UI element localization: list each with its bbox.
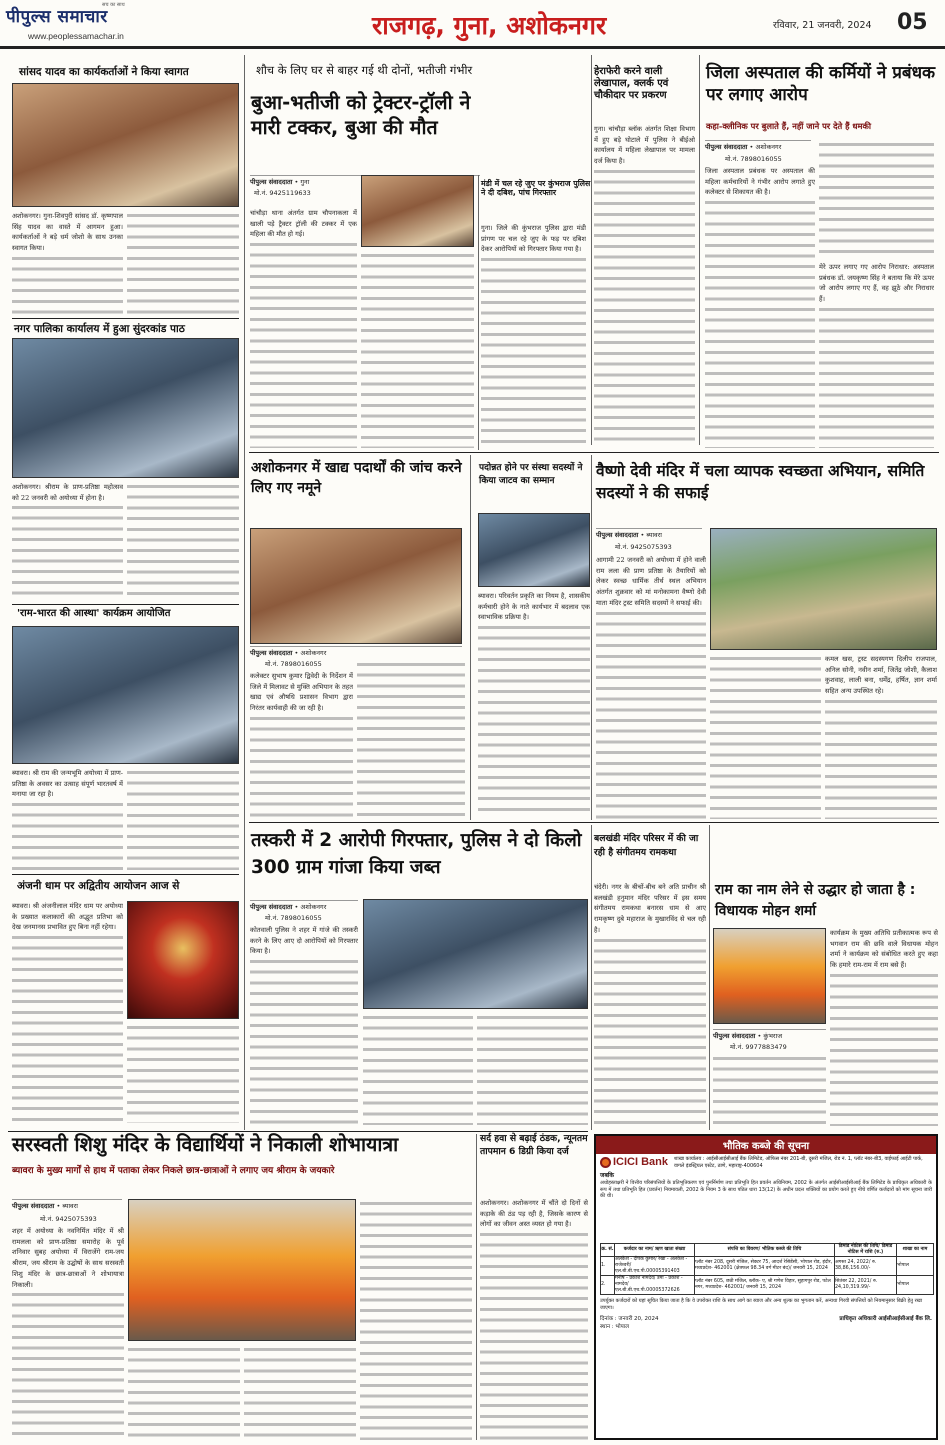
text-hospital-2 — [819, 140, 934, 260]
text-hospital-3: मेरे ऊपर लगाए गए आरोप निराधार: अस्पताल प्रबंधक डॉ. जयकृष्ण सिंह ने बताया कि मेरे ऊपर जो आरोप लगाए गए हैं, वह झूठे और निराधार हैं। — [819, 262, 934, 448]
headline-swagat: सांसद यादव का कार्यकर्ताओं ने किया स्वागत — [19, 66, 189, 78]
photo-taskari — [363, 899, 588, 1009]
notice-table — [600, 1243, 934, 1295]
text-padonnat-1: ब्यावरा। परिवर्तन प्रकृति का नियम है, शासकीय कर्मचारी होने के नाते कार्यभार में बदलाव एक स्वाभाविक प्रक्रिया है। — [478, 591, 590, 817]
text-saraswati-4 — [360, 1199, 472, 1440]
text-vaishno-3: कमल खस, ट्रस्ट सदस्यगण दिलीप राजपाल, अनिल सोनी, नवीन शर्मा, जितेंद्र जोशी, कैलाश कुशवाह, लाली बना, धर्मेंद्र, हर्षित, ज्ञान शर्मा सहित अन्य उपस्थित रहे। — [825, 654, 937, 819]
text-swagat-2 — [127, 211, 239, 317]
text-nagarpalika-2 — [127, 482, 239, 602]
notice-signatory: प्राधिकृत अधिकारी आईसीआईसीआई बैंक लि. — [839, 1316, 932, 1322]
byline-khadya: पीपुल्स संवाददाता • अशोकनगर — [250, 646, 462, 657]
headline-ram-naam: राम का नाम लेने से उद्धार हो जाता है : विधायक मोहन शर्मा — [715, 882, 916, 919]
mob-ram-naam: मो.नं. 9977883479 — [730, 1043, 787, 1051]
notice-place: स्थान : भोपाल — [600, 1324, 629, 1330]
mob-khadya: मो.नं. 7898016055 — [265, 660, 322, 668]
headline-baldkhandi: बलखंडी मंदिर परिसर में की जा रही है संगीतमय रामकथा — [594, 833, 699, 858]
text-nagarpalika-1: अशोकनगर। श्रीराम के प्राण-प्रतिष्ठा महोत्सव को 22 जनवरी को अयोध्या में होना है। — [12, 482, 123, 602]
headline-nagarpalika: नगर पालिका कार्यालय में हुआ सुंदरकांड पाठ — [14, 323, 185, 335]
byline-hospital: पीपुल्स संवाददाता • अशोकनगर — [705, 140, 811, 151]
text-kumbharaj: गुना। जिले की कुंभराज पुलिस द्वारा मंडी प्रांगण पर चल रहे जुए के फड़ पर दबिश देकर आरोपियों को गिरफ्तार किया गया है। — [481, 223, 586, 448]
text-bua-1: चांचौड़ा थाना अंतर्गत ग्राम चौपनाकला में खाली पड़े ट्रैक्टर ट्रॉली की टक्कर में एक महिला की मौत हो गई। — [250, 208, 357, 448]
text-saraswati-3 — [244, 1345, 356, 1440]
headline-saraswati: सरस्वती शिशु मंदिर के विद्यार्थियों ने निकाली शोभायात्रा — [12, 1133, 399, 1156]
text-ram-naam-2: कार्यक्रम के मुख्य अतिथि प्रतीकात्मक रूप से भगवान राम की छवि वाले विधायक मोहन शर्मा ने कार्यक्रम को संबोधित करते हुए कहा कि हमारे राम-राम में राम बसे हैं। — [830, 928, 938, 1126]
headline-hospital: जिला अस्पताल की कर्मियों ने प्रबंधक पर लगाए आरोप — [706, 63, 936, 106]
photo-vaishno — [710, 528, 937, 650]
headline-bua: बुआ-भतीजी को ट्रेक्टर-ट्रॉली ने मारी टक्कर, बुआ की मौत — [251, 91, 471, 140]
photo-swagat — [12, 83, 239, 207]
table-row — [601, 1257, 934, 1276]
mob-hospital: मो.नं. 7898016055 — [725, 155, 782, 163]
text-ramaastha-1: ब्यावरा। श्री राम की जन्मभूमि अयोध्या में प्राण-प्रतिष्ठा के अवसर का उत्साह संपूर्ण भारतवर्ष में मनाया जा रहा है। — [12, 768, 123, 870]
text-khadya-2 — [357, 660, 465, 817]
text-anjani-1: ब्यावरा। श्री अंजनीलाल मंदिर धाम पर अयोध्या के प्रख्यात कलाकारों की अद्भुत प्रतिभा को देख जनमानस प्रभावित हुए बिना नहीं रहेगा। — [12, 901, 123, 1123]
notice-col-sno: क्र. सं. — [601, 1244, 615, 1257]
text-baldkhandi: चंदेरी। नगर के बीचों-बीच बने अति प्राचीन श्री बलखंडी हनुमान मंदिर परिसर में इस समय संगीतमय रामकथा बनारस धाम से आए रामकृष्ण दुबे महाराज के मुखारविंद से चल रही है। — [594, 882, 706, 1128]
text-lekhapal: गुना। चांचौड़ा ब्लॉक अंतर्गत शिक्षा विभाग में हुए बड़े घोटाले में पुलिस ने बीईओ कार्यालय में महिला लेखापाल पर मामला दर्ज किया है। — [594, 124, 695, 448]
text-vaishno-1: आगामी 22 जनवरी को अयोध्या में होने वाली राम लला की प्राण प्रतिष्ठा के तैयारियों को लेकर स्वच्छ धार्मिक तीर्थ स्थल अभियान अंतर्गत शुक्रवार को मां मनोकामना वैष्णो देवी माता मंदिर ट्रस्ट समिति सदस्यों ने सफाई की। — [596, 555, 706, 819]
table-cell: अलकेश - दीपक कुमार/ रेखा - अलकेश - राजेश्वरी/ एल.बी.बी.एच.पी.00005391403 — [615, 1257, 695, 1276]
notice-col-property: संपत्ति का विवरण/ भौतिक कब्जे की तिथि — [695, 1244, 835, 1257]
table-cell: प्लॉट नंबर 605, छठी मंजिल, ब्लॉक- ए, श्री गणेश विहार, सुहागपुर रोड, पटेल नगर, मध्यप्रदेश- 462001/ जनवरी 15, 2024 — [695, 1276, 835, 1295]
mob-taskari: मो.नं. 7898016055 — [265, 914, 322, 922]
mob-saraswati: मो.नं. 9425075393 — [40, 1215, 97, 1223]
notice-branch: शाखा कार्यालय : आईसीआईसीआई बैंक लिमिटेड, ऑफिस नंबर 201-बी, दूसरी मंजिल, रोड नं. 1, प्लॉट नंबर-बी3, वाईफाई आईटी पार्क, वागले इंडस्ट्रियल एस्टेट, ठाणे, महाराष्ट्र-400604 — [674, 1156, 923, 1169]
mob-vaishno: मो.नं. 9425075393 — [615, 543, 672, 551]
text-hospital-1: जिला अस्पताल प्रबंधक पर अस्पताल की महिला कर्मचारियों ने गंभीर आरोप लगाते हुए कलेक्टर से शिकायत की है। — [705, 166, 815, 448]
notice-body: अधोहस्ताक्षरी ने वित्तीय परिसंपत्तियों के प्रतिभूतिकरण एवं पुनर्निर्माण तथा प्रतिभूति हित प्रवर्तन अधिनियम, 2002 के अंतर्गत आईसीआईसीआई बैंक लिमिटेड के प्राधिकृत अधिकारी के रूप में तथा प्रतिभूति हित (प्रवर्तन) नियमावली, 2002 के नियम 3 के साथ पठित धारा 13(12) के अधीन प्रदत्त शक्तियों का प्रयोग करते हुए नीचे वर्णित कर्जदारों को मांग सूचना जारी की थी। — [600, 1180, 932, 1200]
byline-taskari: पीपुल्स संवाददाता • अशोकनगर — [250, 900, 358, 911]
table-cell: भोपाल — [897, 1276, 934, 1295]
logo-text: पीपुल्स समाचार — [6, 7, 108, 27]
headline-taskari: तस्करी में 2 आरोपी गिरफ्तार, पुलिस ने दो किलो 300 ग्राम गांजा किया जब्त — [251, 830, 582, 878]
notice-col-branch: शाखा का नाम — [897, 1244, 934, 1257]
photo-anjani — [127, 901, 239, 1019]
text-taskari-3 — [477, 1013, 588, 1125]
page-number: 05 — [897, 10, 928, 35]
byline-saraswati: पीपुल्स संवाददाता • ब्यावरा — [12, 1199, 122, 1210]
text-swagat-1: अशोकनगर। गुना-शिवपुरी सांसद डॉ. कृष्णपाल सिंह यादव का वास्ते में आगमन हुआ। कार्यकर्ताओं ने बड़े धर्म जोशो के साथ उनका स्वागत किया। — [12, 211, 123, 317]
text-saraswati-2 — [128, 1345, 240, 1440]
text-khadya-1: कलेक्टर सुभाष कुमार द्विवेदी के निर्देशन में जिले में मिलावट से मुक्ति अभियान के तहत खाद्य एवं औषधि प्रशासन विभाग द्वारा निरंतर कार्यवाही की जा रही है। — [250, 671, 353, 817]
bank-name: ICICI Bank — [613, 1156, 669, 1168]
text-ram-naam-1 — [713, 1054, 826, 1126]
website-link[interactable]: www.peoplessamachar.in — [28, 31, 124, 41]
notice-footer: उपर्युक्त कर्जदारों को यहां सूचित किया जाता है कि वे उपरोक्त राशि के साथ आगे का ब्याज और अन्य शुल्क का भुगतान करें, अन्यथा गिरवी संपत्तियों को नियमानुसार बिक्री हेतु रखा जाएगा। — [600, 1298, 923, 1311]
edition-title: राजगढ़, गुना, अशोकनगर — [372, 11, 607, 40]
headline-khadya: अशोकनगर में खाद्य पदार्थों की जांच करने लिए गए नमूने — [251, 460, 462, 497]
notice-col-borrower: कर्जदार का नाम/ ऋण खाता संख्या — [615, 1244, 695, 1257]
notice-date: दिनांक : जनवरी 20, 2024 — [600, 1316, 659, 1322]
mob-bua: मो.नं. 9425119633 — [254, 189, 311, 197]
headline-vaishno: वैष्णो देवी मंदिर में चला व्यापक स्वच्छता अभियान, समिति सदस्यों ने की सफाई — [596, 462, 925, 503]
headline-kumbharaj: मंडी में चल रहे जुए पर कुंभराज पुलिस ने दी दबिश, पांच गिरफ्तार — [481, 179, 591, 198]
byline-bua: पीपुल्स संवाददाता • गुना — [250, 175, 480, 186]
text-saraswati-1: शहर में अयोध्या के नवनिर्मित मंदिर में श्री रामलला को प्राण-प्रतिष्ठा समारोह के पूर्व शनिवार सुबह अयोध्या में विराजेंगे राम-जय श्रीराम, जय श्रीराम के उद्घोषों के साथ सरस्वती शिशु मंदिर के छात्र-छात्राओं ने शोभायात्रा निकाली। — [12, 1226, 124, 1440]
subhead-hospital: कहा-क्लीनिक पर बुलाते हैं, नहीं जाने पर देते हैं धमकी — [706, 121, 871, 131]
byline-vaishno: पीपुल्स संवाददाता • ब्यावरा — [596, 528, 702, 539]
headline-anjani: अंजनी धाम पर अद्वितीय आयोजन आज से — [17, 880, 180, 892]
masthead-logo — [6, 4, 256, 30]
photo-ramaastha — [12, 626, 239, 764]
photo-padonnat — [478, 513, 590, 587]
table-row — [601, 1276, 934, 1295]
notice-col-demand: डिमांड नोटिस की तिथि/ डिमांड नोटिस में राशि (रु.) — [835, 1244, 897, 1257]
photo-khadya — [250, 528, 462, 644]
icici-logo-icon — [600, 1157, 611, 1168]
photo-ram-naam — [713, 928, 826, 1024]
photo-saraswati — [128, 1199, 356, 1341]
table-cell: 2. — [601, 1276, 615, 1295]
photo-nagarpalika — [12, 338, 239, 478]
kicker-bua: शौच के लिए घर से बाहर गई थी दोनों, भतीजी गंभीर — [256, 63, 473, 77]
text-vaishno-2 — [710, 654, 821, 819]
masthead — [0, 0, 945, 52]
issue-date: रविवार, 21 जनवरी, 2024 — [773, 20, 872, 31]
headline-ramaastha: 'राम-भारत की आस्था' कार्यक्रम आयोजित — [17, 608, 171, 619]
table-cell: प्लॉट नंबर 208, दूसरी मंजिल, सेक्टर 75, आदर्श रेसिडेंसी, भोपाल रोड, इंदौर, मध्यप्रदेश- 462001 (क्षेत्रफल 98.34 वर्ग मीटर बंद)/ जनवरी 15, 2024 — [695, 1257, 835, 1276]
table-cell: भोपाल — [897, 1257, 934, 1276]
photo-bua — [361, 175, 474, 247]
subhead-saraswati: ब्यावरा के मुख्य मार्गों से हाथ में पताका लेकर निकले छात्र-छात्राओं ने लगाए जय श्रीराम के जयकारे — [12, 1166, 335, 1176]
headline-thand: सर्द हवा से बढ़ाई ठंडक, न्यूनतम तापमान 6 डिग्री किया दर्ज — [480, 1133, 588, 1158]
table-cell: अगस्त 24, 2022/ रु. 38,86,156.00/- — [835, 1257, 897, 1276]
text-thand: अशोकनगर। अशोकनगर में चौंते दो दिनों से कड़ाके की ठंड पड़ रही है, जिसके कारण से लोगों का जीवन अस्त व्यस्त हो गया है। — [480, 1198, 588, 1440]
notice-intro: जबकि — [600, 1172, 615, 1179]
text-taskari-1: कोतवाली पुलिस ने शहर में गांजे की तस्करी करने के लिए आए दो आरोपियों को गिरफ्तार किया है। — [250, 925, 358, 1125]
logo-tagline: सच का साथ — [102, 2, 125, 8]
table-cell: सितंबर 22, 2021/ रु. 24,10,319.99/- — [835, 1276, 897, 1295]
headline-lekhapal: हेराफेरी करने वाली लेखापाल, क्लर्क एवं चौकीदार पर प्रकरण — [594, 66, 669, 101]
headline-padonnat: पदोन्नत होने पर संस्था सदस्यों ने किया जाटव का सम्मान — [479, 463, 583, 487]
bank-logo — [600, 1156, 668, 1168]
notice-title: भौतिक कब्जे की सूचना — [596, 1136, 936, 1154]
table-cell: मनीष - प्रकाश नामदेव/ उमा - प्रकाश - नामदेव/ एल.बी.बी.एच.पी.00005372626 — [615, 1276, 695, 1295]
byline-ram-naam: पीपुल्स संवाददाता • कुंभराज — [713, 1029, 826, 1040]
text-taskari-2 — [363, 1013, 473, 1125]
text-ramaastha-2 — [127, 768, 239, 870]
notice-ad — [594, 1134, 938, 1440]
text-anjani-2 — [127, 1023, 239, 1123]
text-bua-2 — [361, 251, 474, 448]
table-cell: 1. — [601, 1257, 615, 1276]
